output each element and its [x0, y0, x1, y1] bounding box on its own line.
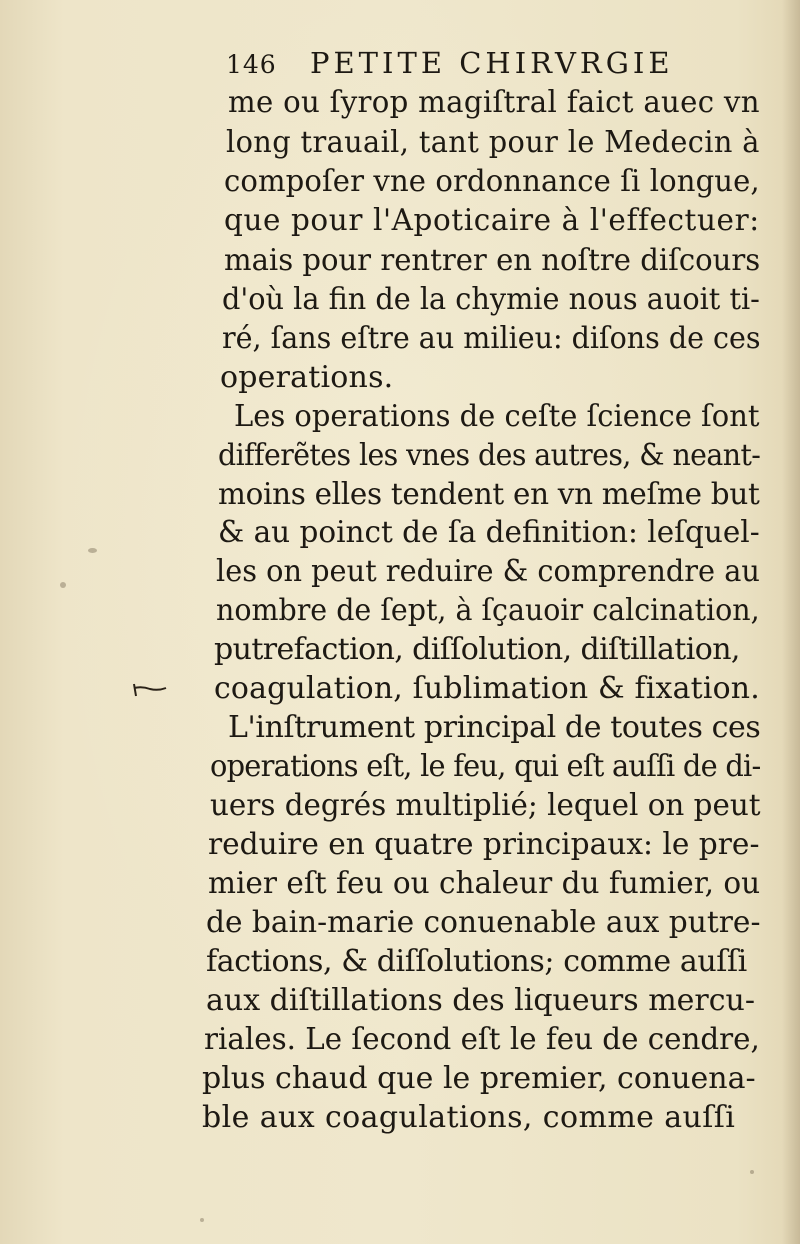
text-line: Les operations de ceſte ſcience ſont [234, 399, 760, 434]
running-title: PETITE CHIRVRGIE [310, 46, 674, 80]
text-line: que pour l'Apoticaire à l'effectuer: [224, 203, 760, 238]
text-line: differẽtes les vnes des autres, & neant- [218, 438, 761, 473]
text-line: reduire en quatre principaux: le pre- [208, 827, 760, 862]
text-line: long trauail, tant pour le Medecin à [226, 125, 760, 160]
text-line: coagulation, ſublimation & fixation. [214, 671, 760, 706]
paper-speck [60, 582, 66, 588]
text-line: putrefaction, diſſolution, diſtillation, [214, 632, 740, 667]
paper-speck [88, 548, 97, 553]
text-line: operations. [220, 360, 394, 395]
text-line: ré, ſans eſtre au milieu: diſons de ces [222, 321, 761, 356]
text-line: uers degrés multiplié; lequel on peut [210, 788, 761, 823]
page-number: 146 [226, 50, 277, 79]
text-line: me ou ſyrop magiſtral faict auec vn [228, 85, 760, 120]
text-line: les on peut reduire & comprendre au [216, 554, 760, 589]
text-line: de bain-marie conuenable aux putre- [206, 905, 761, 940]
text-line: d'où la fin de la chymie nous auoit ti- [222, 282, 760, 317]
text-line: mais pour rentrer en noſtre diſcours [224, 243, 761, 278]
text-line: & au poinct de ſa definition: leſquel- [218, 515, 760, 550]
text-line: operations eſt, le feu, qui eſt auſſi de di- [210, 749, 761, 784]
paper-speck [200, 1218, 204, 1222]
text-line: nombre de ſept, à ſçauoir calcination, [216, 593, 760, 628]
text-line: L'inſtrument principal de toutes ces [228, 710, 761, 745]
text-line: mier eſt feu ou chaleur du fumier, ou [208, 866, 761, 901]
text-line: plus chaud que le premier, conuena- [202, 1061, 756, 1096]
text-line: moins elles tendent en vn meſme but [218, 477, 760, 512]
text-line: riales. Le ſecond eſt le feu de cendre, [204, 1022, 760, 1057]
text-line: aux diſtillations des liqueurs mercu- [206, 983, 756, 1018]
text-line: ble aux coagulations, comme auſſi [202, 1100, 736, 1135]
text-line: factions, & diſſolutions; comme auſſi [206, 944, 747, 979]
paper-speck [750, 1170, 754, 1174]
text-line: compoſer vne ordonnance ſi longue, [224, 164, 760, 199]
